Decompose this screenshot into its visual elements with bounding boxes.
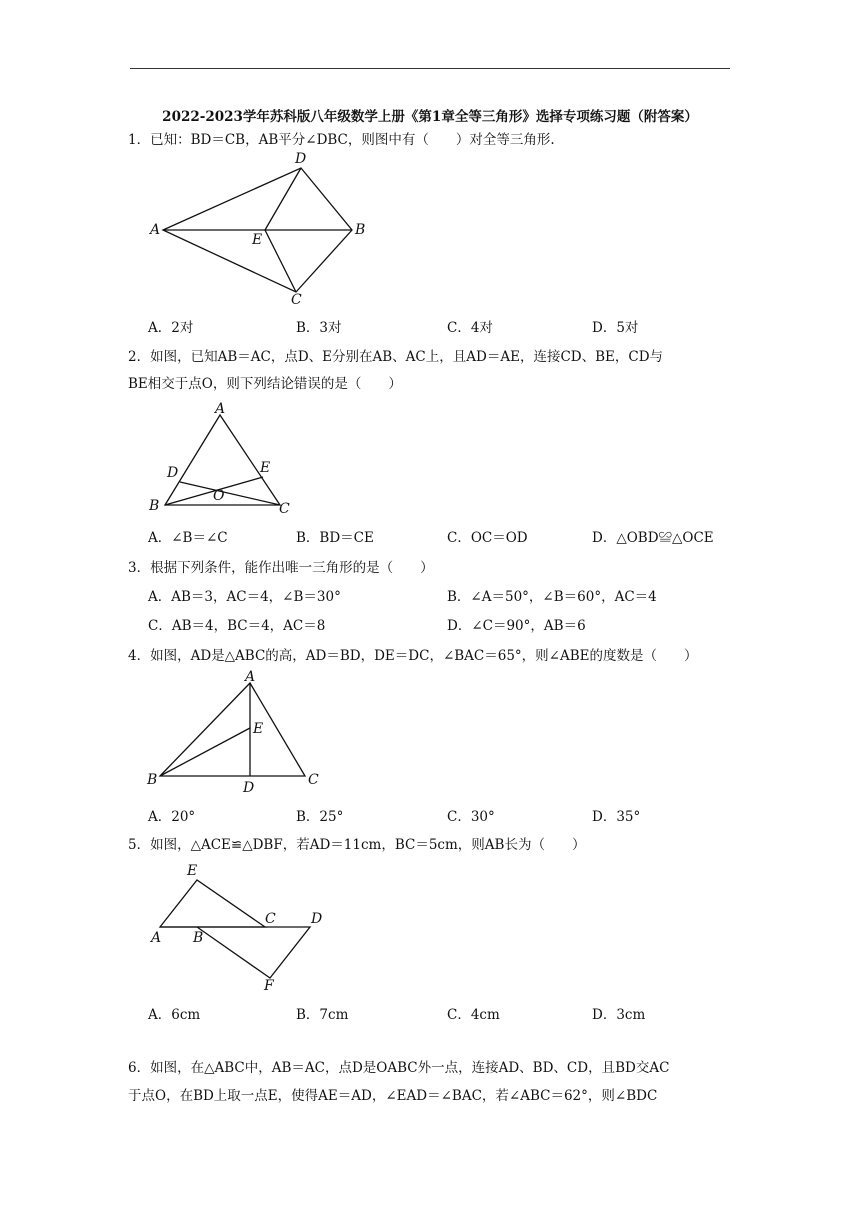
q1-option-a: A．2对 [148,320,194,336]
page-title: 2022-2023学年苏科版八年级数学上册《第1章全等三角形》选择专项练习题（附答案） [162,109,698,125]
q4-option-b: B．25° [296,809,344,825]
segment-dc [180,482,280,505]
label-f: F [264,978,274,994]
q5-option-b: B．7cm [296,1007,349,1023]
question-5-figure [145,860,345,995]
label-d: D [167,465,179,481]
question-6-line-1: 6．如图，在△ABC中，AB＝AC，点D是OABC外一点，连接AD、BD、CD，且BD交AC [128,1060,670,1076]
label-a: A [150,222,161,238]
label-a: A [151,930,162,946]
q1-option-c: C．4对 [447,320,493,336]
label-c: C [279,501,290,517]
label-b: B [149,498,160,514]
label-e: E [253,721,264,737]
q5-option-a: A．6cm [148,1007,201,1023]
question-1-text: 1．已知：BD＝CB，AB平分∠DBC，则图中有（ ）对全等三角形. [128,132,555,148]
q3-option-a: A．AB＝3，AC＝4，∠B＝30° [148,589,341,605]
label-o: O [213,488,225,504]
q5-option-c: C．4cm [447,1007,500,1023]
label-a: A [245,669,256,685]
label-e: E [260,460,271,476]
q2-option-a: A．∠B＝∠C [148,530,228,546]
label-d: D [311,911,323,927]
segment-be [160,728,250,776]
q4-option-c: C．30° [447,809,495,825]
question-2-line-1: 2．如图，已知AB＝AC，点D、E分别在AB、AC上，且AD＝AE，连接CD、BE，CD与 [128,349,664,365]
label-d: D [295,151,307,167]
q5-option-d: D．3cm [592,1007,646,1023]
question-6-line-2: 于点O，在BD上取一点E，使得AE＝AD，∠EAD＝∠BAC，若∠ABC＝62°，则∠BDC [128,1088,658,1104]
label-d: D [243,780,255,796]
label-b: B [193,930,204,946]
label-a: A [215,401,226,417]
segment-de [265,168,301,230]
label-e: E [252,232,263,248]
q2-option-b: B．BD＝CE [296,530,374,546]
q4-option-d: D．35° [592,809,641,825]
question-3-text: 3．根据下列条件，能作出唯一三角形的是（ ） [128,560,434,576]
segment-ad-and-triangle-dbf [160,927,310,978]
segment-ec [265,230,296,292]
q3-option-c: C．AB＝4，BC＝4，AC＝8 [148,618,326,634]
question-4-figure [145,668,335,798]
label-c: C [265,911,276,927]
header-rule [130,68,730,69]
question-1-figure [145,150,375,310]
q1-option-b: B．3对 [296,320,342,336]
triangle-abc [160,683,305,776]
label-c: C [308,772,319,788]
label-b: B [147,772,158,788]
q2-option-c: C．OC＝OD [447,530,528,546]
q3-option-b: B．∠A＝50°，∠B＝60°，AC＝4 [447,589,657,605]
question-2-figure [145,400,305,520]
triangle-ace [160,880,265,927]
q4-option-a: A．20° [148,809,196,825]
question-4-text: 4．如图，AD是△ABC的高，AD＝BD，DE＝DC，∠BAC＝65°，则∠ABE的度数是（ ） [128,648,698,664]
q2-option-d: D．△OBD≌△OCE [592,530,714,546]
q3-option-d: D．∠C＝90°，AB＝6 [447,618,586,634]
label-c: C [291,292,302,308]
label-b: B [355,222,366,238]
label-e: E [187,863,198,879]
q1-option-d: D．5对 [592,320,639,336]
question-2-line-2: BE相交于点O，则下列结论错误的是（ ） [128,376,402,392]
question-5-text: 5．如图，△ACE≌△DBF，若AD＝11cm，BC＝5cm，则AB长为（ ） [128,837,586,853]
